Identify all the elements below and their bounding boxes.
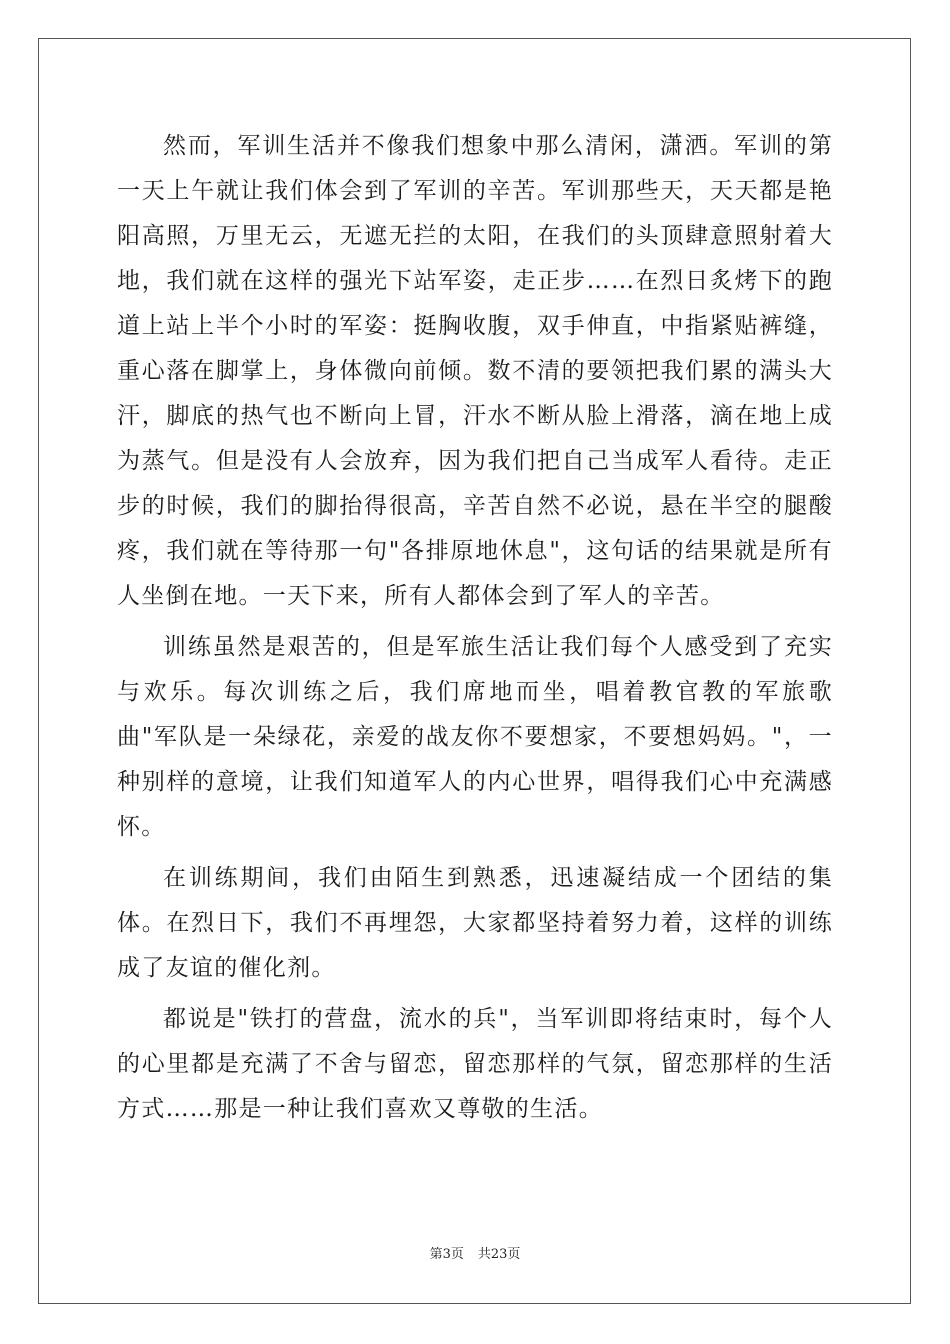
paragraph-4: 都说是"铁打的营盘，流水的兵"，当军训即将结束时，每个人的心里都是充满了不舍与留恋，留恋那样的气氛，留恋那样的生活方式……那是一种让我们喜欢又尊敬的生活。 (117, 1006, 833, 1122)
paragraph-3: 在训练期间，我们由陌生到熟悉，迅速凝结成一个团结的集体。在烈日下，我们不再埋怨，大家都坚持着努力着，这样的训练成了友谊的催化剂。 (117, 865, 833, 981)
current-page-label: 第3页 (429, 1247, 464, 1262)
total-pages-label: 共23页 (477, 1247, 521, 1262)
paragraph-1: 然而，军训生活并不像我们想象中那么清闲，潇洒。军训的第一天上午就让我们体会到了军训的辛苦。军训那些天，天天都是艳阳高照，万里无云，无遮无拦的太阳，在我们的头顶肆意照射着大地，我们就在这样的强光下站军姿，走正步……在烈日炙烤下的跑道上站上半个小时的军姿：挺胸收腹，双手伸直，中指紧贴裤缝，重心落在脚掌上，身体微向前倾。数不清的要领把我们累的满头大汗，脚底的热气也不断向上冒，汗水不断从脸上滑落，滴在地上成为蒸气。但是没有人会放弃，因为我们把自己当成军人看待。走正步的时候，我们的脚抬得很高，辛苦自然不必说，悬在半空的腿酸疼，我们就在等待那一句"各排原地休息"，这句话的结果就是所有人坐倒在地。一天下来，所有人都体会到了军人的辛苦。 (117, 133, 833, 609)
paragraph-2: 训练虽然是艰苦的，但是军旅生活让我们每个人感受到了充实与欢乐。每次训练之后，我们席地而坐，唱着教官教的军旅歌曲"军队是一朵绿花，亲爱的战友你不要想家，不要想妈妈。"，一种别样的意境，让我们知道军人的内心世界，唱得我们心中充满感怀。 (117, 634, 833, 840)
document-body (117, 124, 833, 1138)
page-footer (0, 1246, 950, 1264)
